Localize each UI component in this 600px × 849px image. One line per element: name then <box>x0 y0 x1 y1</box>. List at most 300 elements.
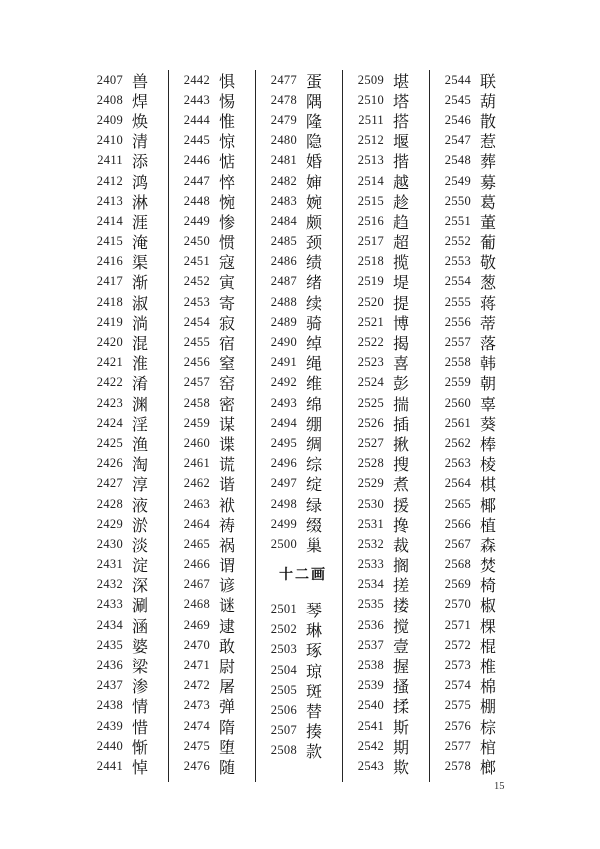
entry-character: 越 <box>393 174 410 192</box>
entry-number: 2503 <box>270 642 297 657</box>
char-entry-row <box>438 555 517 575</box>
char-entry-row <box>90 151 168 171</box>
entry-number: 2544 <box>444 72 471 87</box>
entry-number: 2482 <box>270 173 297 188</box>
char-entry-row <box>351 433 429 453</box>
entry-character: 搓 <box>393 578 410 596</box>
entry-number: 2516 <box>357 213 384 228</box>
entry-character: 琢 <box>306 643 323 661</box>
char-entry-row <box>177 615 255 635</box>
entry-number: 2489 <box>270 314 297 329</box>
entry-character: 期 <box>393 739 410 757</box>
entry-character: 隐 <box>306 134 323 152</box>
entry-character: 窒 <box>219 356 236 374</box>
entry-number: 2541 <box>357 718 384 733</box>
entry-character: 添 <box>132 154 149 172</box>
char-entry-row <box>90 615 168 635</box>
entry-number: 2572 <box>444 637 471 652</box>
char-entry-row <box>438 373 517 393</box>
entry-character: 婉 <box>306 194 323 212</box>
char-entry-row <box>351 716 429 736</box>
entry-character: 绩 <box>306 255 323 273</box>
entry-number: 2520 <box>357 294 384 309</box>
char-entry-row <box>90 534 168 554</box>
char-entry-row <box>177 575 255 595</box>
char-entry-row <box>177 534 255 554</box>
entry-character: 袱 <box>219 497 236 515</box>
char-entry-row <box>438 635 517 655</box>
entry-character: 葛 <box>480 194 497 212</box>
entry-character: 涮 <box>132 598 149 616</box>
char-entry-row <box>90 272 168 292</box>
entry-number: 2495 <box>270 435 297 450</box>
char-entry-row <box>90 353 168 373</box>
entry-number: 2491 <box>270 355 297 370</box>
entry-character: 淹 <box>132 235 149 253</box>
entry-number: 2442 <box>183 72 210 87</box>
char-entry-row <box>438 756 517 776</box>
char-entry-row <box>351 454 429 474</box>
entry-character: 葱 <box>480 275 497 293</box>
entry-character: 超 <box>393 235 410 253</box>
entry-number: 2542 <box>357 738 384 753</box>
entry-character: 棒 <box>480 436 497 454</box>
char-entry-row <box>264 433 342 453</box>
entry-character: 榔 <box>480 759 497 777</box>
entry-character: 涵 <box>132 618 149 636</box>
char-entry-row <box>438 312 517 332</box>
entry-number: 2558 <box>444 355 471 370</box>
entry-number: 2504 <box>270 662 297 677</box>
entry-character: 缀 <box>306 517 323 535</box>
entry-character: 尉 <box>219 659 236 677</box>
entry-character: 婆 <box>132 638 149 656</box>
entry-character: 窑 <box>219 376 236 394</box>
char-entry-row <box>351 90 429 110</box>
char-entry-row <box>90 474 168 494</box>
char-entry-row <box>177 272 255 292</box>
entry-character: 深 <box>132 578 149 596</box>
char-entry-row <box>90 514 168 534</box>
entry-character: 敢 <box>219 638 236 656</box>
entry-character: 宿 <box>219 336 236 354</box>
entry-number: 2434 <box>96 617 123 632</box>
char-entry-row <box>351 353 429 373</box>
char-entry-row <box>264 272 342 292</box>
char-entry-row <box>90 494 168 514</box>
char-entry-row <box>438 534 517 554</box>
char-entry-row <box>264 474 342 494</box>
entry-character: 搂 <box>393 598 410 616</box>
char-entry-row <box>90 191 168 211</box>
char-entry-row <box>264 211 342 231</box>
entry-character: 裁 <box>393 537 410 555</box>
entry-character: 壹 <box>393 638 410 656</box>
entry-number: 2561 <box>444 415 471 430</box>
char-entry-row <box>264 660 342 680</box>
entry-number: 2487 <box>270 274 297 289</box>
entry-character: 鸿 <box>132 174 149 192</box>
entry-number: 2472 <box>183 678 210 693</box>
entry-number: 2421 <box>96 355 123 370</box>
entry-number: 2460 <box>183 435 210 450</box>
entry-character: 揉 <box>393 699 410 717</box>
entry-number: 2435 <box>96 637 123 652</box>
entry-character: 隆 <box>306 113 323 131</box>
char-entry-row <box>264 332 342 352</box>
entry-number: 2538 <box>357 658 384 673</box>
char-entry-row <box>177 131 255 151</box>
char-entry-row <box>177 211 255 231</box>
entry-number: 2524 <box>357 375 384 390</box>
char-entry-row <box>438 736 517 756</box>
entry-character: 搭 <box>393 113 410 131</box>
entry-character: 棵 <box>480 618 497 636</box>
char-entry-row <box>90 555 168 575</box>
entry-character: 棋 <box>480 477 497 495</box>
entry-character: 揣 <box>393 396 410 414</box>
entry-character: 提 <box>393 295 410 313</box>
entry-number: 2496 <box>270 456 297 471</box>
entry-character: 葫 <box>480 93 497 111</box>
char-entry-row <box>264 700 342 720</box>
entry-character: 椰 <box>480 497 497 515</box>
char-entry-row <box>177 292 255 312</box>
entry-number: 2407 <box>96 72 123 87</box>
char-entry-row <box>90 756 168 776</box>
entry-number: 2530 <box>357 496 384 511</box>
entry-number: 2456 <box>183 355 210 370</box>
entry-character: 淫 <box>132 416 149 434</box>
entry-number: 2432 <box>96 577 123 592</box>
entry-character: 椅 <box>480 578 497 596</box>
char-entry-row <box>90 433 168 453</box>
entry-character: 棚 <box>480 699 497 717</box>
char-entry-row <box>90 171 168 191</box>
entry-character: 密 <box>219 396 236 414</box>
entry-character: 骑 <box>306 315 323 333</box>
char-entry-row <box>264 534 342 554</box>
entry-number: 2523 <box>357 355 384 370</box>
char-entry-row <box>438 696 517 716</box>
entry-number: 2437 <box>96 678 123 693</box>
entry-number: 2423 <box>96 395 123 410</box>
char-entry-row <box>351 191 429 211</box>
entry-number: 2409 <box>96 112 123 127</box>
char-entry-row <box>351 615 429 635</box>
char-entry-row <box>264 110 342 130</box>
entry-number: 2459 <box>183 415 210 430</box>
entry-number: 2439 <box>96 718 123 733</box>
entry-number: 2555 <box>444 294 471 309</box>
entry-character: 寅 <box>219 275 236 293</box>
char-entry-row <box>90 252 168 272</box>
entry-number: 2476 <box>183 758 210 773</box>
entry-number: 2571 <box>444 617 471 632</box>
entry-character: 祸 <box>219 537 236 555</box>
entry-character: 淡 <box>132 537 149 555</box>
entry-character: 液 <box>132 497 149 515</box>
entry-number: 2466 <box>183 557 210 572</box>
entry-character: 焕 <box>132 113 149 131</box>
entry-number: 2528 <box>357 456 384 471</box>
entry-number: 2525 <box>357 395 384 410</box>
char-entry-row <box>177 433 255 453</box>
char-entry-row <box>264 151 342 171</box>
char-entry-row <box>177 595 255 615</box>
char-entry-row <box>264 600 342 620</box>
entry-number: 2505 <box>270 682 297 697</box>
entry-character: 斯 <box>393 719 410 737</box>
entry-character: 喜 <box>393 356 410 374</box>
entry-number: 2481 <box>270 153 297 168</box>
entry-character: 清 <box>132 134 149 152</box>
entry-number: 2575 <box>444 698 471 713</box>
char-entry-row <box>351 534 429 554</box>
char-entry-row <box>177 454 255 474</box>
entry-number: 2566 <box>444 516 471 531</box>
char-entry-row <box>264 514 342 534</box>
char-entry-row <box>351 736 429 756</box>
char-entry-row <box>351 332 429 352</box>
page-number: 15 <box>494 781 505 792</box>
entry-number: 2567 <box>444 536 471 551</box>
char-entry-row <box>351 393 429 413</box>
char-entry-row <box>438 413 517 433</box>
entry-character: 兽 <box>132 73 149 91</box>
char-entry-row <box>264 454 342 474</box>
char-entry-row <box>351 413 429 433</box>
entry-number: 2512 <box>357 133 384 148</box>
entry-number: 2422 <box>96 375 123 390</box>
entry-character: 惧 <box>219 73 236 91</box>
entry-number: 2554 <box>444 274 471 289</box>
entry-character: 寇 <box>219 255 236 273</box>
entry-number: 2444 <box>183 112 210 127</box>
char-entry-row <box>351 575 429 595</box>
char-entry-row <box>90 110 168 130</box>
entry-number: 2415 <box>96 234 123 249</box>
entry-number: 2551 <box>444 213 471 228</box>
entry-character: 植 <box>480 517 497 535</box>
entry-character: 琼 <box>306 663 323 681</box>
char-entry-row <box>90 70 168 90</box>
entry-character: 惊 <box>219 134 236 152</box>
entry-number: 2453 <box>183 294 210 309</box>
char-entry-row <box>351 635 429 655</box>
char-entry-row <box>351 655 429 675</box>
entry-character: 搔 <box>393 679 410 697</box>
char-entry-row <box>438 615 517 635</box>
char-entry-row <box>90 635 168 655</box>
entry-character: 董 <box>480 214 497 232</box>
char-entry-row <box>90 131 168 151</box>
entry-character: 淤 <box>132 517 149 535</box>
entry-number: 2449 <box>183 213 210 228</box>
entry-number: 2420 <box>96 335 123 350</box>
entry-character: 颈 <box>306 235 323 253</box>
char-entry-row <box>438 252 517 272</box>
char-entry-row <box>177 494 255 514</box>
entry-number: 2457 <box>183 375 210 390</box>
entry-number: 2411 <box>97 153 123 168</box>
entry-character: 煮 <box>393 477 410 495</box>
entry-character: 绷 <box>306 416 323 434</box>
entry-character: 婶 <box>306 174 323 192</box>
char-entry-row <box>177 232 255 252</box>
entry-number: 2484 <box>270 213 297 228</box>
entry-character: 惜 <box>132 719 149 737</box>
entry-number: 2557 <box>444 335 471 350</box>
entry-character: 混 <box>132 336 149 354</box>
entry-number: 2511 <box>358 112 384 127</box>
char-entry-row <box>438 575 517 595</box>
char-entry-row <box>264 312 342 332</box>
entry-character: 维 <box>306 376 323 394</box>
entry-number: 2469 <box>183 617 210 632</box>
entry-character: 揽 <box>393 255 410 273</box>
entry-character: 朝 <box>480 376 497 394</box>
char-entry-row <box>177 736 255 756</box>
char-entry-row <box>177 373 255 393</box>
char-entry-row <box>438 232 517 252</box>
char-entry-row <box>177 252 255 272</box>
entry-character: 淳 <box>132 477 149 495</box>
entry-character: 堕 <box>219 739 236 757</box>
char-entry-row <box>264 373 342 393</box>
entry-character: 随 <box>219 759 236 777</box>
entry-character: 惨 <box>219 214 236 232</box>
entry-number: 2550 <box>444 193 471 208</box>
entry-number: 2548 <box>444 153 471 168</box>
entry-character: 塔 <box>393 93 410 111</box>
entry-number: 2500 <box>270 536 297 551</box>
entry-character: 惹 <box>480 134 497 152</box>
entry-number: 2497 <box>270 476 297 491</box>
entry-number: 2468 <box>183 597 210 612</box>
entry-character: 综 <box>306 457 323 475</box>
entry-number: 2539 <box>357 678 384 693</box>
entry-character: 巢 <box>306 537 323 555</box>
char-entry-row <box>264 494 342 514</box>
char-entry-row <box>264 171 342 191</box>
character-column-1 <box>82 70 169 782</box>
entry-number: 2568 <box>444 557 471 572</box>
entry-number: 2564 <box>444 476 471 491</box>
entry-character: 替 <box>306 704 323 722</box>
entry-character: 绪 <box>306 275 323 293</box>
entry-number: 2556 <box>444 314 471 329</box>
entry-number: 2577 <box>444 738 471 753</box>
entry-number: 2576 <box>444 718 471 733</box>
entry-character: 蒂 <box>480 315 497 333</box>
entry-number: 2498 <box>270 496 297 511</box>
entry-character: 淌 <box>132 315 149 333</box>
char-entry-row <box>90 575 168 595</box>
entry-number: 2536 <box>357 617 384 632</box>
character-column-4 <box>343 70 430 782</box>
entry-character: 淀 <box>132 558 149 576</box>
char-entry-row <box>90 736 168 756</box>
entry-number: 2562 <box>444 435 471 450</box>
entry-character: 葡 <box>480 235 497 253</box>
entry-number: 2412 <box>96 173 123 188</box>
char-entry-row <box>351 494 429 514</box>
entry-number: 2458 <box>183 395 210 410</box>
entry-character: 寂 <box>219 315 236 333</box>
entry-character: 惦 <box>219 154 236 172</box>
entry-character: 款 <box>306 744 323 762</box>
entry-number: 2463 <box>183 496 210 511</box>
entry-number: 2413 <box>96 193 123 208</box>
entry-character: 隋 <box>219 719 236 737</box>
entry-number: 2477 <box>270 72 297 87</box>
char-entry-row <box>177 696 255 716</box>
entry-number: 2451 <box>183 254 210 269</box>
entry-character: 琳 <box>306 623 323 641</box>
entry-character: 颇 <box>306 214 323 232</box>
entry-character: 焊 <box>132 93 149 111</box>
entry-character: 募 <box>480 174 497 192</box>
entry-character: 惯 <box>219 235 236 253</box>
char-entry-row <box>177 474 255 494</box>
entry-character: 蒋 <box>480 295 497 313</box>
entry-character: 棺 <box>480 739 497 757</box>
entry-character: 渊 <box>132 396 149 414</box>
char-entry-row <box>264 252 342 272</box>
entry-number: 2433 <box>96 597 123 612</box>
entry-number: 2430 <box>96 536 123 551</box>
char-entry-row <box>438 655 517 675</box>
entry-number: 2546 <box>444 112 471 127</box>
char-entry-row <box>90 90 168 110</box>
entry-number: 2552 <box>444 234 471 249</box>
entry-character: 彭 <box>393 376 410 394</box>
entry-character: 趋 <box>393 214 410 232</box>
char-entry-row <box>264 393 342 413</box>
char-entry-row <box>351 110 429 130</box>
entry-character: 谜 <box>219 598 236 616</box>
entry-number: 2470 <box>183 637 210 652</box>
entry-character: 葵 <box>480 416 497 434</box>
entry-number: 2526 <box>357 415 384 430</box>
character-column-5 <box>430 70 517 782</box>
entry-number: 2527 <box>357 435 384 450</box>
char-entry-row <box>90 332 168 352</box>
entry-number: 2478 <box>270 92 297 107</box>
char-entry-row <box>438 171 517 191</box>
entry-number: 2428 <box>96 496 123 511</box>
entry-character: 渔 <box>132 436 149 454</box>
entry-number: 2499 <box>270 516 297 531</box>
char-entry-row <box>177 756 255 776</box>
char-entry-row <box>438 272 517 292</box>
char-entry-row <box>438 90 517 110</box>
entry-character: 插 <box>393 416 410 434</box>
char-entry-row <box>90 696 168 716</box>
entry-number: 2425 <box>96 435 123 450</box>
entry-character: 淋 <box>132 194 149 212</box>
char-entry-row <box>438 353 517 373</box>
char-entry-row <box>264 680 342 700</box>
entry-character: 渠 <box>132 255 149 273</box>
char-entry-row <box>90 393 168 413</box>
character-index-table <box>82 70 517 782</box>
entry-character: 搅 <box>393 618 410 636</box>
entry-character: 握 <box>393 659 410 677</box>
entry-character: 博 <box>393 315 410 333</box>
char-entry-row <box>438 595 517 615</box>
